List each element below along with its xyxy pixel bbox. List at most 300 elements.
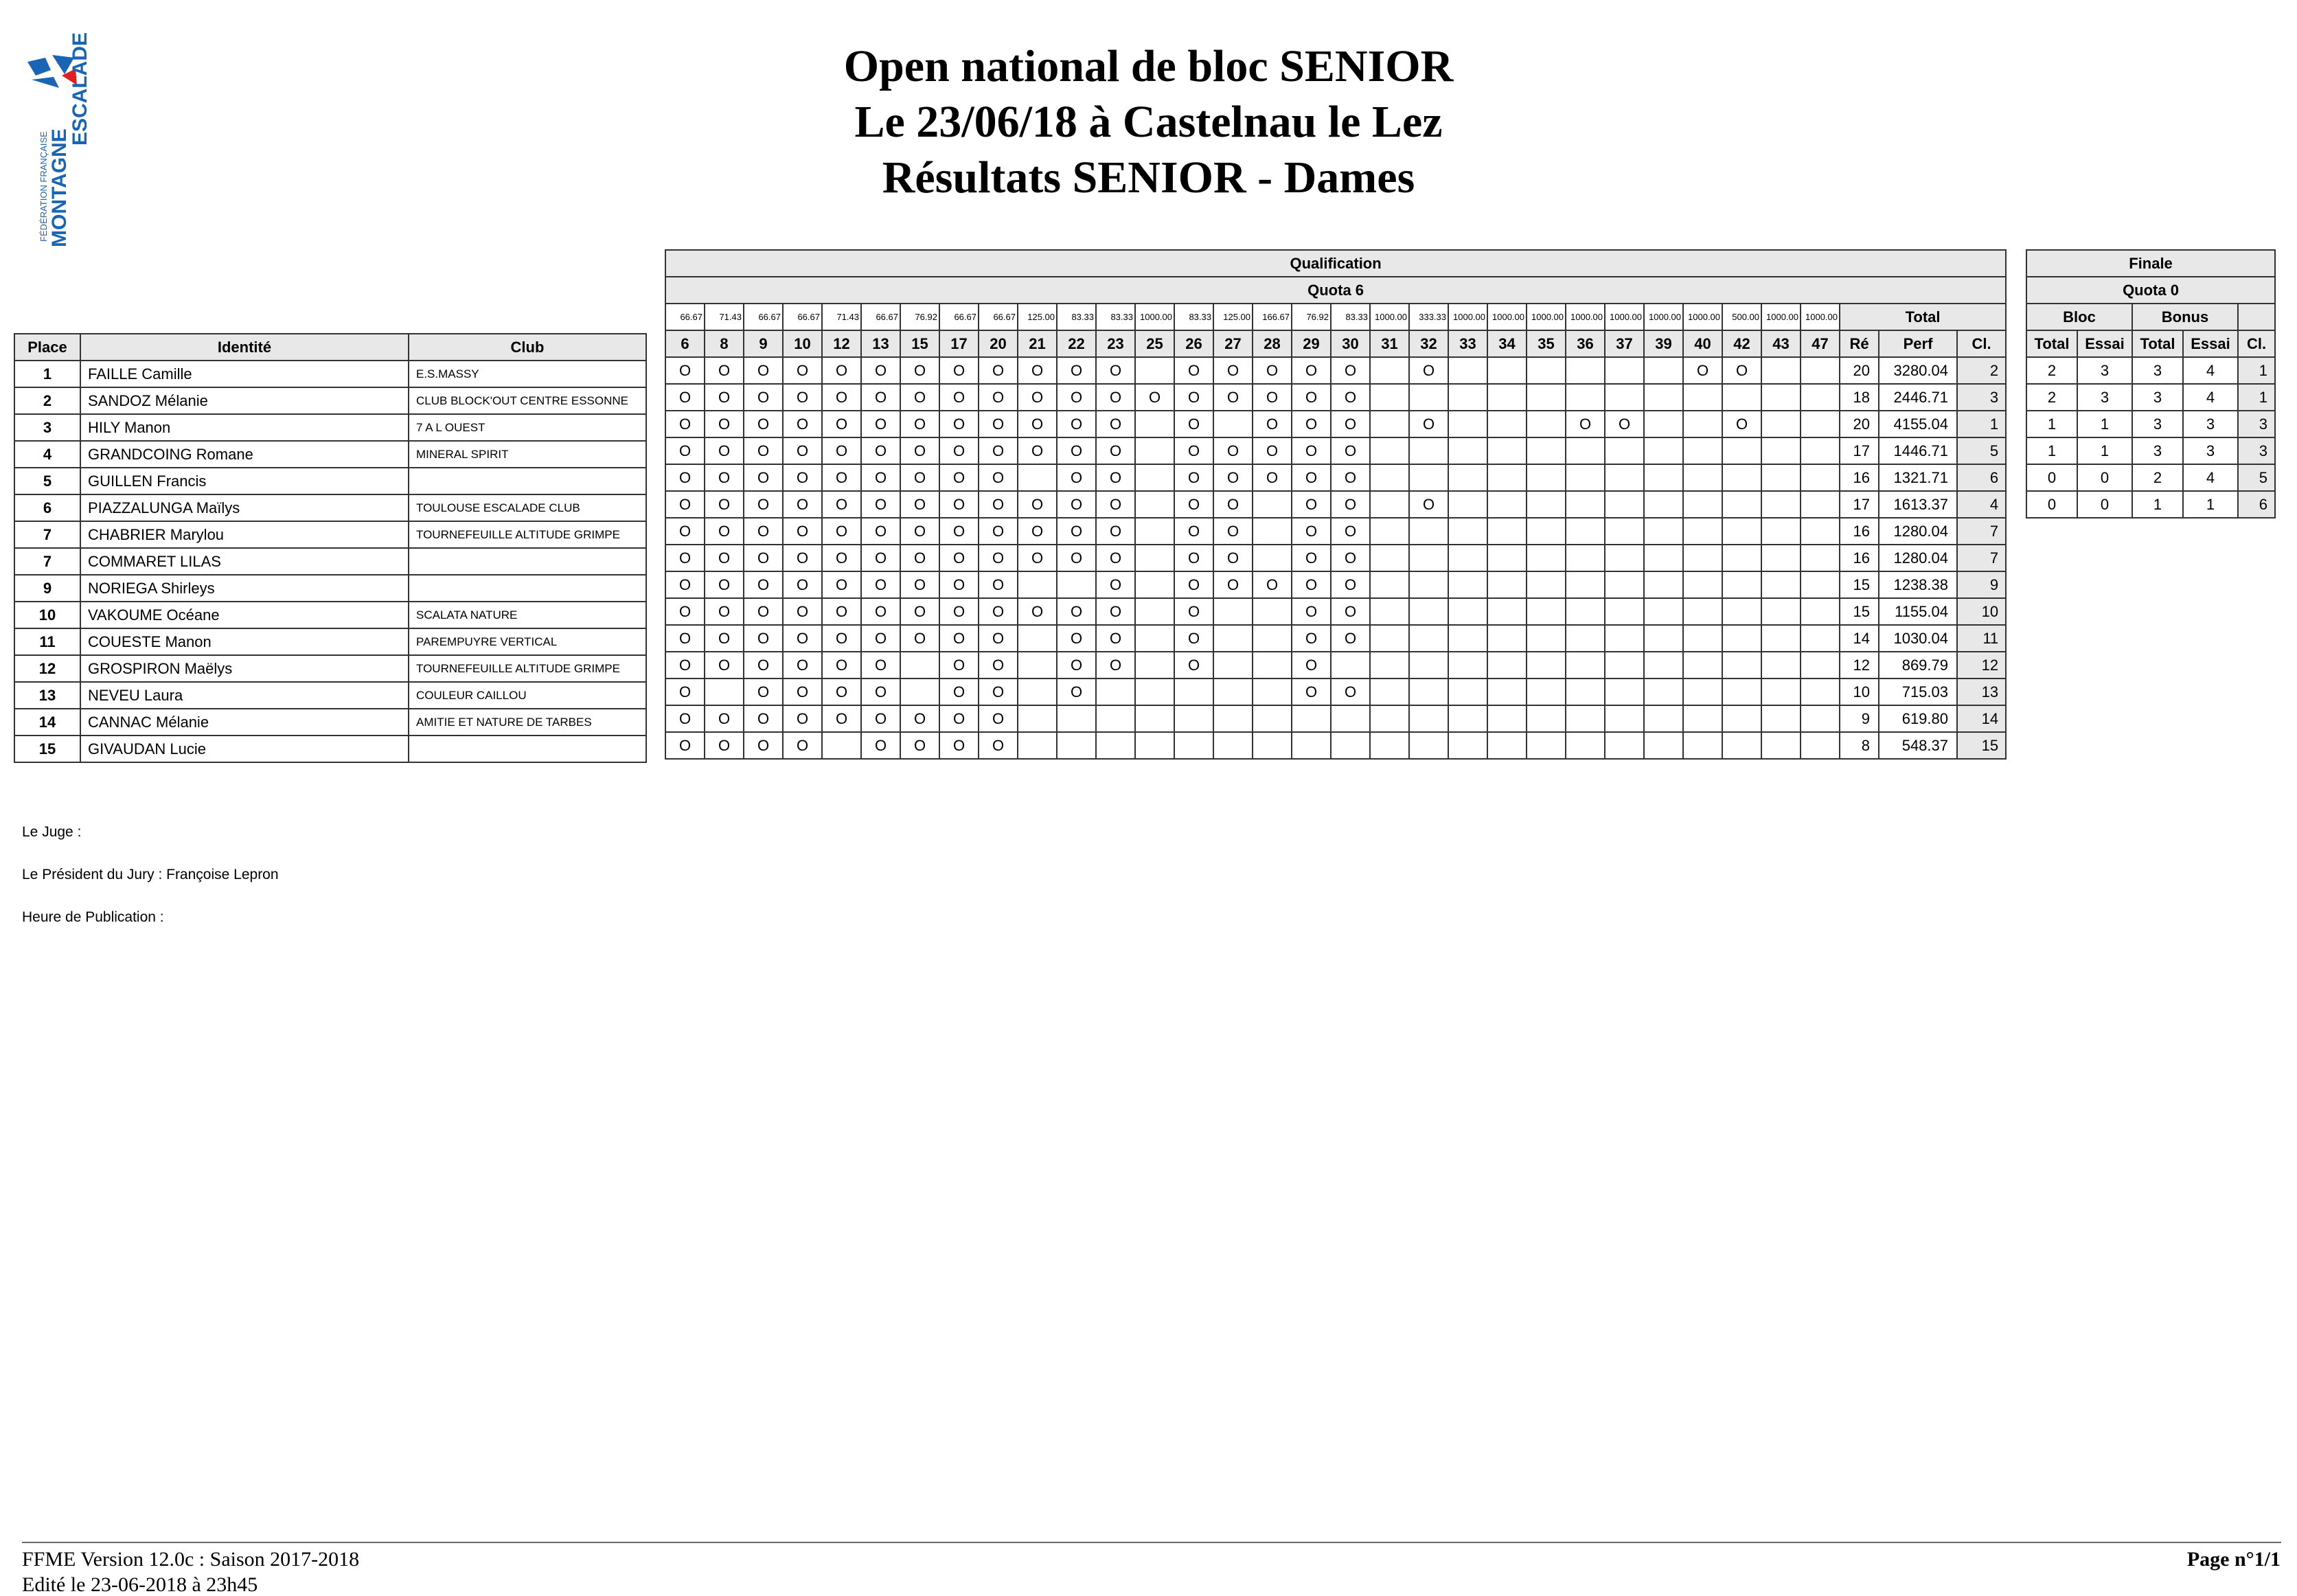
footer-edited: Edité le 23-06-2018 à 23h45	[22, 1573, 258, 1596]
perf-cell: 1446.71	[1879, 437, 1957, 464]
bloc-result-cell	[1605, 571, 1644, 598]
table-row	[14, 521, 646, 548]
bloc-result-cell	[1605, 357, 1644, 384]
bloc-result-cell	[1605, 652, 1644, 679]
bloc-result-cell	[1448, 598, 1487, 625]
club-cell: AMITIE ET NATURE DE TARBES	[409, 709, 646, 736]
bloc-result-cell	[1722, 437, 1761, 464]
re-cell: 10	[1840, 679, 1879, 705]
table-row	[14, 628, 646, 655]
bloc-result-cell	[1409, 518, 1448, 545]
club-cell: TOURNEFEUILLE ALTITUDE GRIMPE	[409, 521, 646, 548]
bloc-result-cell	[1487, 705, 1527, 732]
bloc-weight: 1000.00	[1566, 304, 1605, 330]
bloc-result-cell	[1683, 545, 1722, 571]
bloc-result-cell	[1722, 625, 1761, 652]
finale-sub-header: Total	[2132, 330, 2183, 357]
qualification-title-row	[665, 250, 2006, 277]
club-cell	[409, 548, 646, 575]
bloc-result-cell	[1644, 732, 1683, 759]
bloc-result-cell	[1605, 545, 1644, 571]
bloc-result-cell: O	[979, 679, 1018, 705]
finale-cell: 0	[2026, 464, 2077, 491]
qualification-table	[665, 249, 2007, 760]
bloc-result-cell: O	[822, 464, 861, 491]
bloc-number: 17	[939, 330, 979, 357]
bloc-number: 9	[744, 330, 783, 357]
bloc-result-cell	[1683, 491, 1722, 518]
bloc-result-cell: O	[1566, 411, 1605, 437]
place-cell: 5	[14, 468, 80, 494]
bloc-result-cell	[1761, 679, 1801, 705]
bloc-result-cell: O	[1331, 518, 1370, 545]
name-cell: NEVEU Laura	[80, 682, 409, 709]
bloc-result-cell	[1644, 437, 1683, 464]
bloc-result-cell: O	[1292, 679, 1331, 705]
bloc-result-cell: O	[861, 571, 900, 598]
bloc-result-cell: O	[1292, 357, 1331, 384]
bloc-number: 31	[1370, 330, 1409, 357]
bloc-result-cell	[1487, 518, 1527, 545]
bloc-result-cell: O	[1292, 571, 1331, 598]
place-cell: 13	[14, 682, 80, 709]
place-cell: 12	[14, 655, 80, 682]
bloc-result-cell: O	[1213, 357, 1253, 384]
logo-text-federation: FÉDÉRATION FRANÇAISE	[38, 131, 49, 242]
bloc-result-cell	[1566, 679, 1605, 705]
bloc-result-cell	[1761, 545, 1801, 571]
bloc-result-cell	[1722, 705, 1761, 732]
table-row	[665, 732, 2006, 759]
bloc-result-cell: O	[822, 518, 861, 545]
bloc-result-cell: O	[979, 652, 1018, 679]
bloc-number: 25	[1135, 330, 1174, 357]
table-row	[665, 625, 2006, 652]
bloc-result-cell	[1761, 652, 1801, 679]
bloc-result-cell: O	[783, 437, 822, 464]
bloc-result-cell: O	[861, 705, 900, 732]
bloc-result-cell: O	[1409, 411, 1448, 437]
finale-cell: 1	[2238, 384, 2275, 411]
bloc-result-cell: O	[822, 384, 861, 411]
bloc-result-cell: O	[705, 571, 744, 598]
bloc-result-cell	[1487, 625, 1527, 652]
re-cell: 17	[1840, 437, 1879, 464]
bloc-result-cell	[1370, 571, 1409, 598]
bloc-result-cell	[1448, 571, 1487, 598]
bloc-result-cell: O	[939, 491, 979, 518]
table-row	[2026, 464, 2275, 491]
bloc-weight: 83.33	[1331, 304, 1370, 330]
bloc-result-cell	[1135, 598, 1174, 625]
table-row	[14, 682, 646, 709]
bloc-result-cell	[1135, 679, 1174, 705]
bloc-result-cell	[1448, 679, 1487, 705]
bloc-result-cell: O	[1409, 357, 1448, 384]
bloc-number: 42	[1722, 330, 1761, 357]
bloc-result-cell: O	[861, 491, 900, 518]
bloc-result-cell: O	[1331, 679, 1370, 705]
re-cell: 15	[1840, 571, 1879, 598]
bloc-result-cell	[1253, 625, 1292, 652]
bloc-number: 23	[1096, 330, 1135, 357]
bloc-result-cell	[1722, 571, 1761, 598]
bloc-result-cell	[900, 679, 939, 705]
bloc-result-cell	[1135, 545, 1174, 571]
bloc-result-cell	[1722, 598, 1761, 625]
perf-label: Perf	[1879, 330, 1957, 357]
bloc-result-cell	[1722, 679, 1761, 705]
bloc-result-cell	[1487, 411, 1527, 437]
identity-header-row	[14, 334, 646, 361]
finale-cell: 3	[2183, 437, 2238, 464]
bloc-result-cell	[1761, 705, 1801, 732]
bloc-result-cell: O	[665, 598, 705, 625]
place-cell: 9	[14, 575, 80, 602]
footer-page: Page n°1/1	[2186, 1548, 2281, 1571]
place-cell: 11	[14, 628, 80, 655]
bloc-result-cell: O	[900, 437, 939, 464]
bloc-result-cell	[1644, 384, 1683, 411]
table-row	[665, 705, 2006, 732]
bloc-result-cell: O	[939, 437, 979, 464]
bloc-result-cell	[1448, 411, 1487, 437]
bloc-result-cell: O	[665, 732, 705, 759]
club-cell: COULEUR CAILLOU	[409, 682, 646, 709]
table-row	[14, 441, 646, 468]
club-cell: PAREMPUYRE VERTICAL	[409, 628, 646, 655]
bloc-result-cell: O	[665, 491, 705, 518]
bloc-result-cell	[1683, 625, 1722, 652]
bloc-result-cell	[1605, 679, 1644, 705]
club-cell: TOURNEFEUILLE ALTITUDE GRIMPE	[409, 655, 646, 682]
bloc-result-cell	[1370, 518, 1409, 545]
bloc-result-cell: O	[783, 625, 822, 652]
bloc-number: 43	[1761, 330, 1801, 357]
bloc-weight: 500.00	[1722, 304, 1761, 330]
bloc-result-cell	[1761, 437, 1801, 464]
table-row	[14, 709, 646, 736]
finale-quota-row	[2026, 277, 2275, 304]
bloc-result-cell: O	[939, 625, 979, 652]
bloc-result-cell	[1566, 384, 1605, 411]
bloc-result-cell: O	[1331, 384, 1370, 411]
bloc-result-cell: O	[861, 384, 900, 411]
bloc-result-cell	[1409, 571, 1448, 598]
finale-cell: 1	[2183, 491, 2238, 518]
bloc-result-cell: O	[1331, 545, 1370, 571]
bloc-result-cell: O	[665, 518, 705, 545]
bloc-result-cell: O	[665, 679, 705, 705]
bloc-result-cell	[1527, 545, 1566, 571]
table-row	[14, 575, 646, 602]
bloc-weight: 71.43	[705, 304, 744, 330]
bloc-number: 12	[822, 330, 861, 357]
bloc-result-cell: O	[822, 652, 861, 679]
bloc-result-cell	[1448, 437, 1487, 464]
bloc-result-cell: O	[705, 518, 744, 545]
bloc-result-cell: O	[783, 545, 822, 571]
bloc-number: 26	[1174, 330, 1213, 357]
header-club: Club	[409, 334, 646, 361]
perf-cell: 2446.71	[1879, 384, 1957, 411]
bloc-result-cell: O	[939, 679, 979, 705]
weights-row	[665, 304, 2006, 330]
bloc-result-cell	[1213, 411, 1253, 437]
bloc-result-cell	[1409, 732, 1448, 759]
bloc-result-cell: O	[1057, 411, 1096, 437]
bloc-result-cell: O	[783, 518, 822, 545]
rank-cell: 5	[1957, 437, 2006, 464]
bloc-result-cell	[1801, 625, 1840, 652]
finale-bloc-label: Bloc	[2026, 304, 2132, 330]
finale-cell: 4	[2183, 384, 2238, 411]
bloc-result-cell: O	[1292, 625, 1331, 652]
bloc-result-cell: O	[979, 464, 1018, 491]
bloc-result-cell	[1801, 732, 1840, 759]
finale-cell: 3	[2238, 437, 2275, 464]
bloc-result-cell	[1135, 357, 1174, 384]
bloc-result-cell	[1409, 679, 1448, 705]
bloc-result-cell	[1292, 732, 1331, 759]
bloc-result-cell: O	[939, 357, 979, 384]
bloc-result-cell: O	[979, 357, 1018, 384]
finale-cell: 2	[2026, 384, 2077, 411]
bloc-result-cell	[1566, 357, 1605, 384]
bloc-result-cell	[1370, 357, 1409, 384]
bloc-number: 34	[1487, 330, 1527, 357]
bloc-result-cell	[1761, 732, 1801, 759]
bloc-result-cell	[1487, 464, 1527, 491]
bloc-result-cell: O	[1292, 464, 1331, 491]
bloc-result-cell: O	[1331, 625, 1370, 652]
club-cell: E.S.MASSY	[409, 361, 646, 387]
finale-sub-header: Essai	[2077, 330, 2132, 357]
bloc-result-cell: O	[1174, 384, 1213, 411]
bloc-result-cell: O	[900, 732, 939, 759]
finale-cell: 3	[2077, 357, 2132, 384]
name-cell: CANNAC Mélanie	[80, 709, 409, 736]
bloc-result-cell: O	[900, 571, 939, 598]
bloc-result-cell: O	[1331, 357, 1370, 384]
finale-cell: 1	[2132, 491, 2183, 518]
qualification-quota: Quota 6	[665, 277, 2006, 304]
finale-cell: 3	[2132, 384, 2183, 411]
club-cell: MINERAL SPIRIT	[409, 441, 646, 468]
name-cell: GIVAUDAN Lucie	[80, 736, 409, 762]
finale-empty	[2238, 304, 2275, 330]
bloc-number: 39	[1644, 330, 1683, 357]
table-row	[14, 736, 646, 762]
bloc-result-cell	[1018, 732, 1057, 759]
bloc-result-cell: O	[979, 518, 1018, 545]
bloc-result-cell: O	[1174, 518, 1213, 545]
bloc-result-cell: O	[979, 384, 1018, 411]
bloc-result-cell: O	[861, 625, 900, 652]
place-cell: 4	[14, 441, 80, 468]
bloc-result-cell	[1683, 732, 1722, 759]
bloc-result-cell: O	[705, 598, 744, 625]
bloc-result-cell	[1683, 464, 1722, 491]
bloc-result-cell: O	[783, 705, 822, 732]
bloc-weight: 83.33	[1174, 304, 1213, 330]
bloc-result-cell	[1370, 705, 1409, 732]
bloc-number: 28	[1253, 330, 1292, 357]
bloc-result-cell: O	[783, 491, 822, 518]
bloc-result-cell: O	[979, 545, 1018, 571]
bloc-result-cell	[1761, 598, 1801, 625]
name-cell: COMMARET LILAS	[80, 548, 409, 575]
bloc-result-cell	[1370, 652, 1409, 679]
bloc-result-cell: O	[744, 571, 783, 598]
bloc-result-cell	[1801, 518, 1840, 545]
bloc-result-cell	[1761, 411, 1801, 437]
perf-cell: 1321.71	[1879, 464, 1957, 491]
bloc-number: 29	[1292, 330, 1331, 357]
bloc-result-cell: O	[1057, 384, 1096, 411]
bloc-result-cell: O	[783, 384, 822, 411]
bloc-number: 33	[1448, 330, 1487, 357]
perf-cell: 4155.04	[1879, 411, 1957, 437]
bloc-result-cell	[1370, 598, 1409, 625]
bloc-result-cell: O	[1057, 491, 1096, 518]
finale-sub-header-row	[2026, 330, 2275, 357]
qualification-quota-row	[665, 277, 2006, 304]
name-cell: PIAZZALUNGA Maïlys	[80, 494, 409, 521]
bloc-result-cell: O	[744, 732, 783, 759]
bloc-result-cell	[1527, 437, 1566, 464]
bloc-result-cell: O	[1331, 491, 1370, 518]
bloc-result-cell	[1644, 491, 1683, 518]
bloc-result-cell: O	[1292, 518, 1331, 545]
bloc-result-cell	[1644, 705, 1683, 732]
bloc-result-cell	[1566, 545, 1605, 571]
bloc-result-cell	[1174, 679, 1213, 705]
bloc-result-cell	[1018, 705, 1057, 732]
bloc-result-cell: O	[939, 732, 979, 759]
bloc-result-cell: O	[822, 437, 861, 464]
bloc-result-cell: O	[822, 598, 861, 625]
bloc-weight: 66.67	[744, 304, 783, 330]
bloc-result-cell: O	[1292, 491, 1331, 518]
bloc-result-cell: O	[1096, 357, 1135, 384]
bloc-result-cell: O	[1057, 598, 1096, 625]
bloc-result-cell: O	[744, 384, 783, 411]
bloc-result-cell	[1096, 679, 1135, 705]
perf-cell: 619.80	[1879, 705, 1957, 732]
bloc-result-cell	[1605, 598, 1644, 625]
title-date-place: Le 23/06/18 à Castelnau le Lez	[854, 97, 1443, 147]
bloc-result-cell: O	[939, 652, 979, 679]
bloc-result-cell	[1722, 518, 1761, 545]
bloc-result-cell: O	[861, 357, 900, 384]
bloc-result-cell: O	[665, 652, 705, 679]
bloc-header-row	[665, 330, 2006, 357]
bloc-result-cell	[1605, 705, 1644, 732]
bloc-result-cell: O	[822, 705, 861, 732]
place-cell: 6	[14, 494, 80, 521]
bloc-result-cell: O	[979, 411, 1018, 437]
bloc-result-cell: O	[1018, 384, 1057, 411]
bloc-weight: 1000.00	[1761, 304, 1801, 330]
name-cell: FAILLE Camille	[80, 361, 409, 387]
bloc-result-cell: O	[822, 491, 861, 518]
bloc-weight: 125.00	[1213, 304, 1253, 330]
bloc-result-cell: O	[744, 464, 783, 491]
bloc-result-cell: O	[1292, 598, 1331, 625]
bloc-result-cell	[1566, 571, 1605, 598]
bloc-result-cell: O	[979, 571, 1018, 598]
bloc-result-cell	[1605, 384, 1644, 411]
bloc-result-cell	[1135, 491, 1174, 518]
place-cell: 7	[14, 548, 80, 575]
table-row	[14, 655, 646, 682]
bloc-result-cell	[1487, 652, 1527, 679]
bloc-result-cell	[1213, 705, 1253, 732]
bloc-result-cell: O	[744, 437, 783, 464]
bloc-result-cell: O	[1096, 652, 1135, 679]
bloc-result-cell	[1213, 652, 1253, 679]
bloc-result-cell: O	[783, 652, 822, 679]
table-row	[665, 384, 2006, 411]
bloc-result-cell: O	[744, 652, 783, 679]
bloc-result-cell: O	[783, 411, 822, 437]
bloc-result-cell: O	[979, 625, 1018, 652]
bloc-result-cell	[1448, 545, 1487, 571]
table-row	[14, 361, 646, 387]
bloc-weight: 1000.00	[1487, 304, 1527, 330]
bloc-result-cell: O	[822, 357, 861, 384]
bloc-result-cell	[1644, 545, 1683, 571]
finale-cell: 3	[2132, 411, 2183, 437]
bloc-result-cell	[1527, 518, 1566, 545]
bloc-result-cell: O	[744, 491, 783, 518]
bloc-result-cell: O	[1213, 437, 1253, 464]
table-row	[2026, 437, 2275, 464]
bloc-result-cell: O	[705, 357, 744, 384]
bloc-result-cell: O	[744, 625, 783, 652]
bloc-weight: 71.43	[822, 304, 861, 330]
bloc-result-cell: O	[1213, 491, 1253, 518]
rank-cell: 12	[1957, 652, 2006, 679]
bloc-weight: 83.33	[1057, 304, 1096, 330]
name-cell: SANDOZ Mélanie	[80, 387, 409, 414]
table-row	[2026, 411, 2275, 437]
perf-cell: 3280.04	[1879, 357, 1957, 384]
title-event: Open national de bloc SENIOR	[843, 41, 1454, 91]
bloc-result-cell	[1605, 518, 1644, 545]
bloc-result-cell: O	[1409, 491, 1448, 518]
bloc-result-cell: O	[900, 411, 939, 437]
bloc-result-cell	[1487, 571, 1527, 598]
bloc-result-cell	[1409, 625, 1448, 652]
bloc-number: 13	[861, 330, 900, 357]
bloc-result-cell: O	[744, 679, 783, 705]
place-cell: 7	[14, 521, 80, 548]
bloc-number: 37	[1605, 330, 1644, 357]
bloc-result-cell: O	[1096, 384, 1135, 411]
bloc-result-cell	[1527, 732, 1566, 759]
bloc-result-cell	[1409, 464, 1448, 491]
bloc-result-cell	[1448, 464, 1487, 491]
name-cell: NORIEGA Shirleys	[80, 575, 409, 602]
bloc-result-cell	[1644, 598, 1683, 625]
bloc-result-cell	[1801, 705, 1840, 732]
club-cell: CLUB BLOCK'OUT CENTRE ESSONNE	[409, 387, 646, 414]
bloc-result-cell	[1605, 491, 1644, 518]
bloc-result-cell: O	[1057, 625, 1096, 652]
bloc-result-cell	[1605, 625, 1644, 652]
